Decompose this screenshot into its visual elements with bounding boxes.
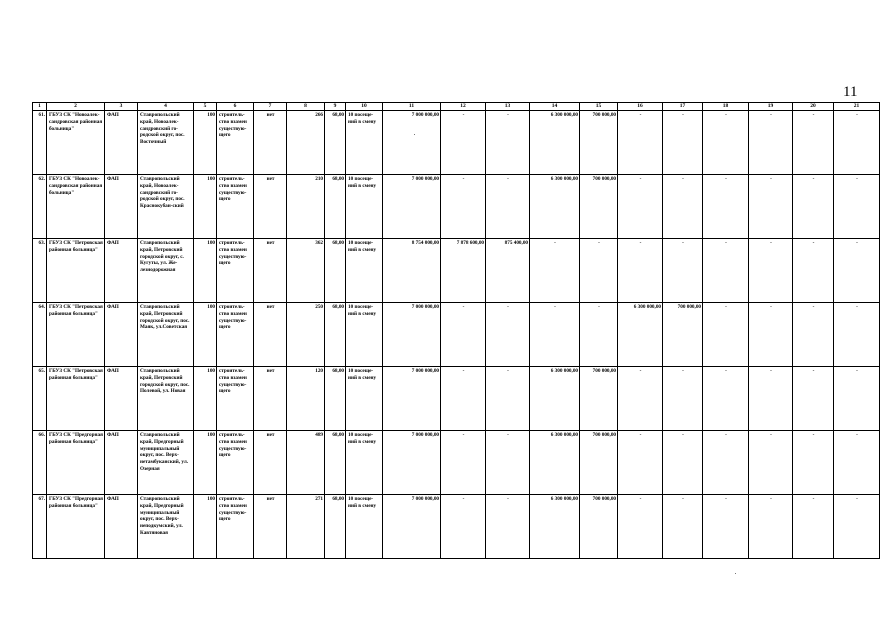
table-row: [33, 239, 880, 303]
table-cell: -: [834, 239, 880, 303]
table-cell: 7 000 000,00: [383, 431, 441, 495]
table-cell: 67.: [33, 495, 47, 559]
table-cell: Ставропольский край, Предгорный муниципальный округ, пос. Верх-нетамбуканский, ул. Озерная: [138, 431, 194, 495]
table-row: [33, 303, 880, 367]
table-cell: 10 посеще-ний в смену: [346, 303, 383, 367]
table-cell: -: [486, 431, 530, 495]
table-cell: 489: [287, 431, 325, 495]
table-cell: Ставропольский край, Петровский городской округ, пос. Маяк, ул.Советская: [138, 303, 194, 367]
table-cell: -: [618, 431, 663, 495]
table-cell: нет: [254, 367, 287, 431]
table-cell: -: [749, 367, 793, 431]
table-row: [33, 495, 880, 559]
table-cell: 700 000,00: [580, 431, 618, 495]
table-cell: 68,00: [325, 367, 346, 431]
table-cell: -: [749, 111, 793, 175]
table-cell: -: [703, 175, 749, 239]
table-cell: ГБУЗ СК "Предгорная районная больница": [47, 431, 105, 495]
table-cell: -: [486, 495, 530, 559]
table-cell: 700 000,00: [580, 495, 618, 559]
table-cell: -: [530, 239, 580, 303]
table-cell: 100: [194, 495, 217, 559]
table-cell: -: [663, 175, 703, 239]
table-cell: строитель-ство взамен существую-щего: [217, 367, 254, 431]
table-cell: -: [834, 175, 880, 239]
table-row: [33, 111, 880, 175]
header-cell: 10: [346, 103, 383, 111]
table-cell: 68,00: [325, 303, 346, 367]
table-cell: -: [441, 367, 486, 431]
table-cell: -: [663, 367, 703, 431]
table-cell: 100: [194, 303, 217, 367]
table-cell: -: [618, 495, 663, 559]
header-cell: 7: [254, 103, 287, 111]
table-cell: -: [703, 367, 749, 431]
table-cell: ФАП: [105, 111, 138, 175]
table-cell: 120: [287, 367, 325, 431]
table-cell: 6 300 000,00: [530, 111, 580, 175]
table-cell: 10 посеще-ний в смену: [346, 431, 383, 495]
table-cell: 100: [194, 175, 217, 239]
table-cell: -: [441, 431, 486, 495]
table-cell: 6 300 000,00: [618, 303, 663, 367]
table-cell: -: [834, 303, 880, 367]
table-cell: -: [793, 431, 834, 495]
table-cell: -: [703, 239, 749, 303]
table-cell: нет: [254, 431, 287, 495]
table-cell: -: [793, 175, 834, 239]
header-cell: 1: [33, 103, 47, 111]
table-cell: 68,00: [325, 431, 346, 495]
table-cell: -: [530, 303, 580, 367]
table-cell: 10 посеще-ний в смену: [346, 111, 383, 175]
table-cell: 7 000 000,00: [383, 367, 441, 431]
table-cell: ФАП: [105, 431, 138, 495]
table-cell: 65.: [33, 367, 47, 431]
table-cell: 68,00: [325, 495, 346, 559]
table-cell: -: [703, 495, 749, 559]
table-cell: 250: [287, 303, 325, 367]
table-cell: 62.: [33, 175, 47, 239]
table-cell: -: [749, 495, 793, 559]
table-cell: 8 754 000,00: [383, 239, 441, 303]
header-cell: 13: [486, 103, 530, 111]
table-cell: -: [663, 495, 703, 559]
table-cell: -: [749, 431, 793, 495]
header-cell: 17: [663, 103, 703, 111]
table-cell: -: [749, 239, 793, 303]
header-cell: 12: [441, 103, 486, 111]
table-cell: 100: [194, 367, 217, 431]
table-cell: 100: [194, 239, 217, 303]
table-cell: -: [834, 495, 880, 559]
header-cell: 9: [325, 103, 346, 111]
table-cell: 6 300 000,00: [530, 431, 580, 495]
table-cell: ФАП: [105, 175, 138, 239]
scan-speck: [735, 573, 736, 574]
header-cell: 8: [287, 103, 325, 111]
table-cell: 7 000 000,00: [383, 111, 441, 175]
table-cell: 700 000,00: [580, 111, 618, 175]
table-cell: ГБУЗ СК "Петровская районная больница": [47, 367, 105, 431]
table-cell: -: [663, 111, 703, 175]
table-cell: -: [793, 495, 834, 559]
table-cell: 700 000,00: [580, 175, 618, 239]
table-cell: нет: [254, 303, 287, 367]
header-cell: 2: [47, 103, 105, 111]
table-cell: -: [441, 303, 486, 367]
header-cell: 3: [105, 103, 138, 111]
table-cell: ГБУЗ СК "Предгорная районная больница": [47, 495, 105, 559]
table-cell: -: [749, 303, 793, 367]
table-cell: 266: [287, 111, 325, 175]
table-cell: Ставропольский край, Предгорный муниципальный округ, пос. Верх-неподкумский, ул. Кавтяновая: [138, 495, 194, 559]
header-row: [33, 103, 880, 111]
table-cell: строитель-ство взамен существую-щего: [217, 303, 254, 367]
table-cell: 61.: [33, 111, 47, 175]
table-cell: -: [663, 431, 703, 495]
table-cell: 6 300 000,00: [530, 495, 580, 559]
header-cell: 15: [580, 103, 618, 111]
table-cell: -: [703, 111, 749, 175]
table-cell: нет: [254, 495, 287, 559]
table-cell: 210: [287, 175, 325, 239]
table-cell: 7 000 000,00: [383, 303, 441, 367]
table-cell: 7 000 000,00: [383, 175, 441, 239]
table-cell: -: [793, 303, 834, 367]
table-cell: 100: [194, 111, 217, 175]
table-cell: -: [580, 303, 618, 367]
table-cell: 10 посеще-ний в смену: [346, 367, 383, 431]
table-cell: 10 посеще-ний в смену: [346, 495, 383, 559]
table-cell: ГБУЗ СК "Петровская районная больница": [47, 239, 105, 303]
table-cell: 700 000,00: [580, 367, 618, 431]
table-cell: ФАП: [105, 495, 138, 559]
table-cell: 6 300 000,00: [530, 367, 580, 431]
header-cell: 4: [138, 103, 194, 111]
scan-speck: [414, 134, 415, 135]
table-cell: -: [441, 175, 486, 239]
table-cell: -: [618, 111, 663, 175]
table-cell: -: [441, 495, 486, 559]
table-cell: -: [580, 239, 618, 303]
table-cell: Ставропольский край, Новоалек-сандровский го-родской округ, пос. Краснокубан-ский: [138, 175, 194, 239]
table-cell: -: [793, 367, 834, 431]
table-cell: 271: [287, 495, 325, 559]
table-cell: -: [486, 367, 530, 431]
header-cell: 6: [217, 103, 254, 111]
table-row: [33, 431, 880, 495]
table-cell: ГБУЗ СК "Петровская районная больница": [47, 303, 105, 367]
table-cell: -: [441, 111, 486, 175]
table-cell: ФАП: [105, 239, 138, 303]
table-cell: 875 400,00: [486, 239, 530, 303]
table-cell: 68,00: [325, 111, 346, 175]
table-cell: -: [618, 239, 663, 303]
header-cell: 19: [749, 103, 793, 111]
table-cell: 7 878 600,00: [441, 239, 486, 303]
table-cell: 66.: [33, 431, 47, 495]
data-table: [32, 102, 880, 559]
table-cell: 700 000,00: [663, 303, 703, 367]
table-cell: -: [793, 239, 834, 303]
header-cell: 11: [383, 103, 441, 111]
table-cell: -: [486, 111, 530, 175]
table-cell: нет: [254, 175, 287, 239]
table-cell: -: [834, 111, 880, 175]
table-cell: ФАП: [105, 303, 138, 367]
table-cell: нет: [254, 239, 287, 303]
header-cell: 20: [793, 103, 834, 111]
table-cell: нет: [254, 111, 287, 175]
table-cell: строитель-ство взамен существую-щего: [217, 239, 254, 303]
table-cell: -: [703, 303, 749, 367]
table-cell: 64.: [33, 303, 47, 367]
table-cell: ГБУЗ СК "Новоалек-сандровская районная больница": [47, 111, 105, 175]
table-cell: 10 посеще-ний в смену: [346, 175, 383, 239]
table-cell: 63.: [33, 239, 47, 303]
table-cell: -: [618, 175, 663, 239]
header-cell: 18: [703, 103, 749, 111]
table-cell: строитель-ство взамен существую-щего: [217, 111, 254, 175]
table-cell: -: [703, 431, 749, 495]
table-cell: -: [834, 367, 880, 431]
table-cell: -: [663, 239, 703, 303]
table-cell: -: [618, 367, 663, 431]
table-cell: 7 000 000,00: [383, 495, 441, 559]
header-cell: 16: [618, 103, 663, 111]
table-cell: 362: [287, 239, 325, 303]
table-cell: 68,00: [325, 239, 346, 303]
table-cell: -: [486, 303, 530, 367]
table-row: [33, 175, 880, 239]
table-cell: -: [486, 175, 530, 239]
table-row: [33, 367, 880, 431]
table-cell: 68,00: [325, 175, 346, 239]
table-cell: 100: [194, 431, 217, 495]
table-cell: строитель-ство взамен существую-щего: [217, 495, 254, 559]
table-cell: -: [793, 111, 834, 175]
page-number: 11: [843, 84, 858, 100]
header-cell: 21: [834, 103, 880, 111]
table-cell: 10 посеще-ний в смену: [346, 239, 383, 303]
table-cell: строитель-ство взамен существую-щего: [217, 431, 254, 495]
header-cell: 14: [530, 103, 580, 111]
header-cell: 5: [194, 103, 217, 111]
table-cell: ФАП: [105, 367, 138, 431]
table-cell: -: [834, 431, 880, 495]
table-cell: ГБУЗ СК "Новоалек-сандровская районная больница": [47, 175, 105, 239]
table-cell: Ставропольский край, Петровский городской округ, пос. Полевой, ул. Новая: [138, 367, 194, 431]
table-cell: Ставропольский край, Новоалек-сандровский го-родской округ, пос. Восточный: [138, 111, 194, 175]
table-cell: -: [749, 175, 793, 239]
table-cell: Ставропольский край, Петровский городской округ, с. Кугуты, ул. Же-лезнодорожная: [138, 239, 194, 303]
table-cell: 6 300 000,00: [530, 175, 580, 239]
table-cell: строитель-ство взамен существую-щего: [217, 175, 254, 239]
